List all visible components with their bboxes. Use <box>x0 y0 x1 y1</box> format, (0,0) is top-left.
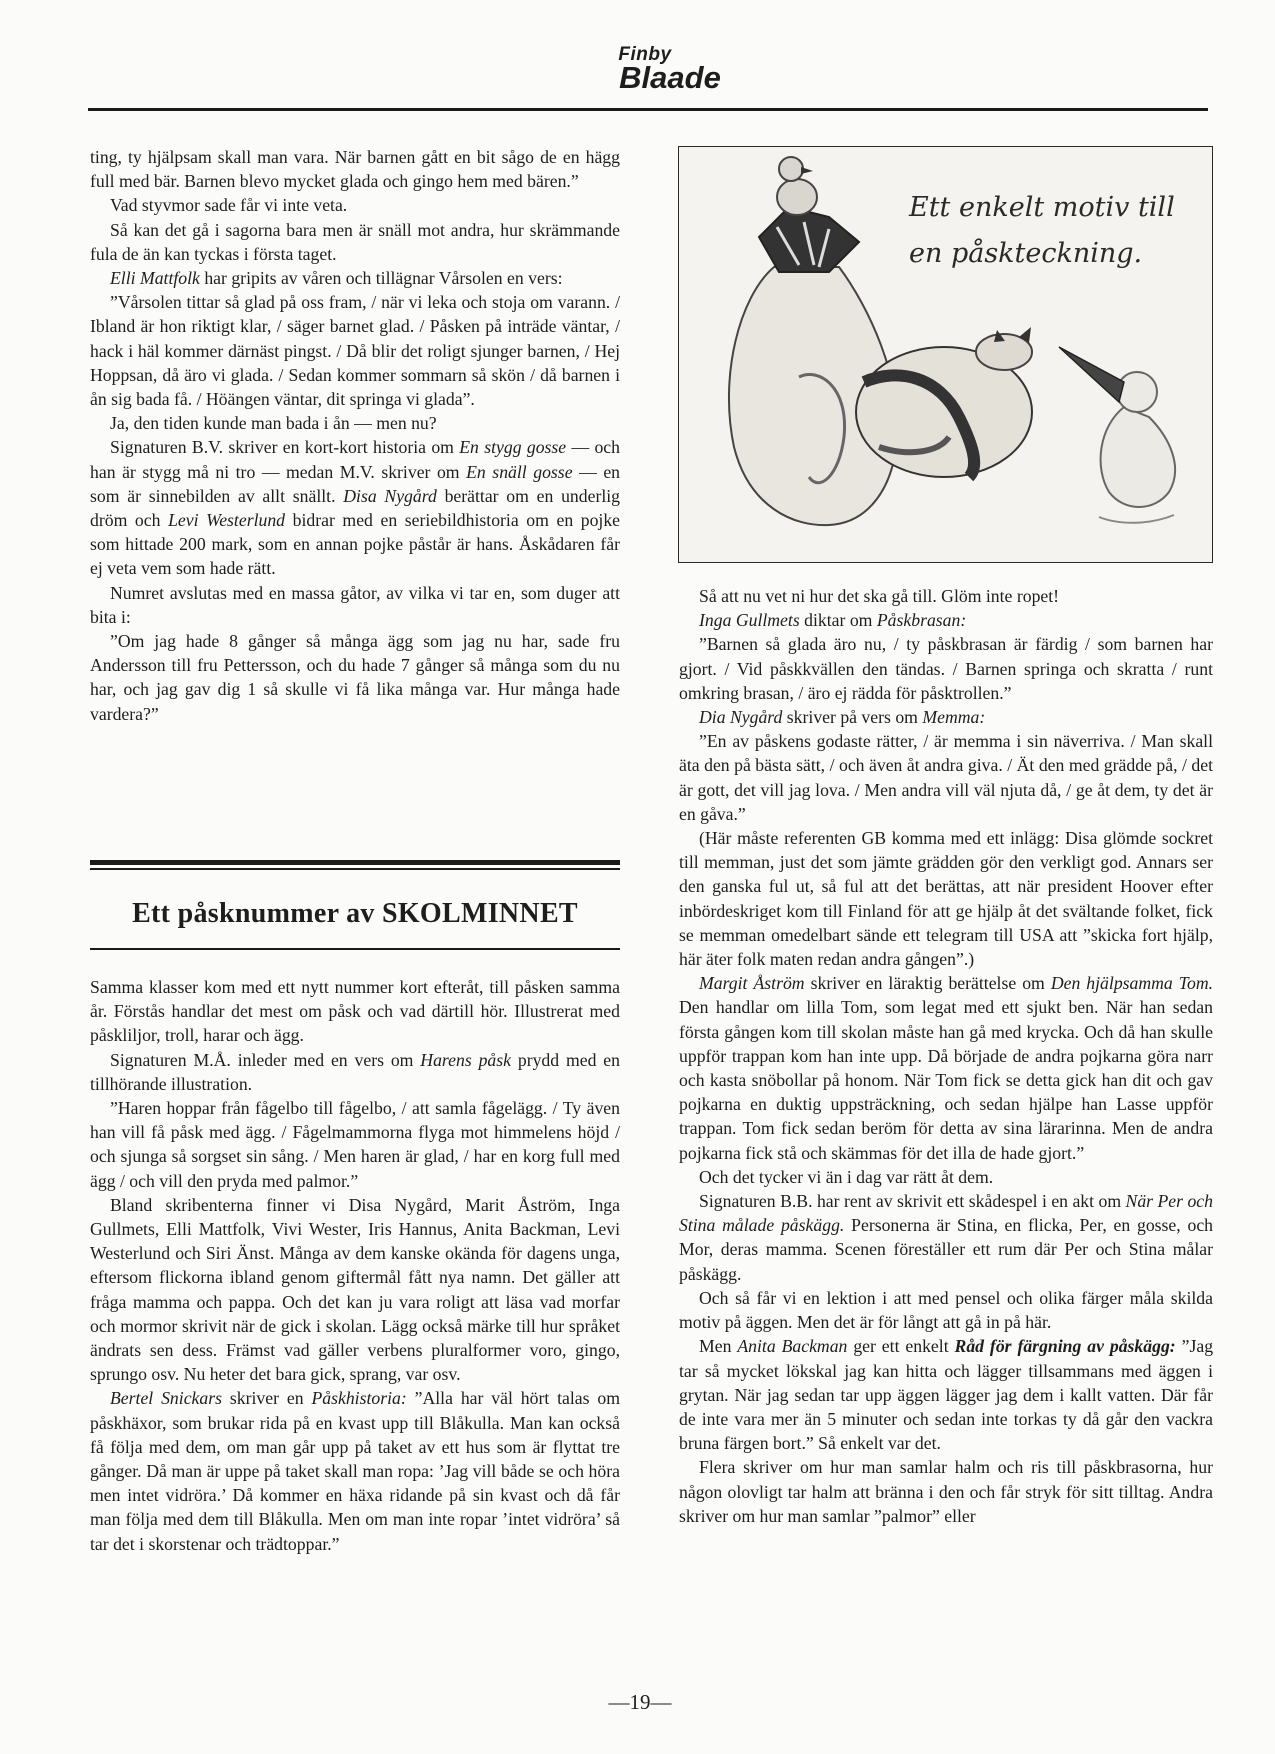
author-name: Inga Gullmets <box>699 610 800 631</box>
caption-line: Ett enkelt motiv till <box>909 192 1175 223</box>
paragraph: Men Anita Backman ger ett enkelt Råd för färgning av påskägg: ”Jag tar så mycket lökskal jag kan hitta och lägger tillsammans med äggen i grytan. När jag sedan tar upp äggen lägger jag dem i kallt vatten. Där får de inte vara mer än 5 minuter och sedan inte torkas ty då går den vackra bruna färgen bort.” Så enkelt var det. <box>679 1336 1214 1454</box>
paragraph: Inga Gullmets diktar om Påskbrasan: <box>699 610 967 631</box>
paragraph: Dia Nygård skriver på vers om Memma: <box>699 707 986 728</box>
poem: ”Haren hoppar från fågelbo till fågelbo, / att samla fågelägg. / Ty även han vill få påsk med ägg. / Fågelmammorna flyga mot himmelens höjd / och sjunga så sorgset sin sång. / Men haren är glad, / har en korg full med ägg / och vill den pryda med palmor.” <box>90 1098 620 1191</box>
title-ref: En stygg gosse <box>459 437 567 458</box>
author-name: Elli Mattfolk <box>110 268 200 289</box>
paragraph: ting, ty hjälpsam skall man vara. När barnen gått en bit sågo de en hägg full med bär. Barnen blevo mycket glada och gingo hem med bären.” <box>90 147 620 192</box>
paragraph: Margit Åström skriver en läraktig berättelse om Den hjälpsamma Tom. Den handlar om lilla Tom, som legat med ett sjukt ben. När han sedan första gången kom till skolan måste han gå med krycka. Och då han skulle uppför trappan kom han inte upp. Då började de andra pojkarna göra narr och kasta snöbollar på honom. När Tom fick se detta gick han dit och gav pojkarna en duktig uppsträckning, och sedan hjälpe han Lasse uppför trappan. Tom fick sedan beröm för detta av sina lärarinna. Men de andra pojkarna fick stå och skämmas för det illa de hade gjort.” <box>679 973 1214 1163</box>
paragraph: Så att nu vet ni hur det ska gå till. Glöm inte ropet! <box>699 586 1060 606</box>
caption-line: en påskteckning. <box>909 238 1143 269</box>
author-name: Dia Nygård <box>699 707 783 728</box>
author-name: Bertel Snickars <box>110 1388 223 1409</box>
left-column-bottom <box>90 975 620 1556</box>
title-ref: Påskhistoria: <box>311 1388 407 1409</box>
paragraph: Signaturen M.Å. inleder med en vers om Harens påsk prydd med en tillhörande illustration. <box>90 1049 620 1094</box>
poem: ”Vårsolen tittar så glad på oss fram, / när vi leka och stoja om varann. / Ibland är hon riktigt klar, / säger barnet glad. / Påsken på inträde väntar, / hack i häl kommer därnäst pingst. / Då blir det roligt sjunger barnen, / Hej Hoppsan, då äro vi glada. / Sedan kommer sommarn så skön / då barnen i ån sig bada få. / Höängen väntar, dit springa vi glada”. <box>90 292 620 410</box>
paragraph: Elli Mattfolk har gripits av våren och tillägnar Vårsolen en vers: <box>110 268 563 289</box>
masthead <box>540 44 750 96</box>
title-ref: Memma: <box>922 707 986 728</box>
title-ref: När Per och Stina målade påskägg. <box>679 1191 1214 1236</box>
section-title: Ett påsknummer av SKOLMINNET <box>132 898 578 929</box>
section-heading <box>90 860 620 950</box>
title-ref: Råd för färgning av påskägg: <box>954 1336 1176 1357</box>
author-name: Anita Backman <box>737 1336 848 1357</box>
author-name: Margit Åström <box>699 973 805 994</box>
paragraph: Signaturen B.B. har rent av skrivit ett skådespel i en akt om När Per och Stina målade påskägg. Personerna är Stina, en flicka, Per, en gosse, och Mor, deras mamma. Scenen föreställer ett rum där Per och Stina målar påskägg. <box>679 1191 1214 1284</box>
heading-rule <box>90 868 620 870</box>
paragraph: Ja, den tiden kunde man bada i ån — men nu? <box>110 413 437 434</box>
heading-rule <box>90 948 620 950</box>
right-column <box>679 584 1213 1528</box>
paragraph: Numret avslutas med en massa gåtor, av vilka vi tar en, som duger att bita i: <box>90 582 620 627</box>
author-name: Levi Westerlund <box>168 510 286 531</box>
paragraph: Och det tycker vi än i dag var rätt åt dem. <box>699 1166 994 1187</box>
heading-rule <box>90 860 620 865</box>
paragraph: Flera skriver om hur man samlar halm och ris till påskbrasorna, hur någon olovligt tar halm att bränna i den och får stryk för sitt tilltag. Andra skriver om hur man samlar ”palmor” eller <box>679 1457 1213 1526</box>
title-ref: Harens påsk <box>420 1049 511 1070</box>
paragraph: Bland skribenterna finner vi Disa Nygård, Marit Åström, Inga Gullmets, Elli Mattfolk, Vivi Wester, Iris Hannus, Anita Backman, Levi Westerlund och Siri Änst. Många av dem kanske okända för dagens unga, eftersom flickorna ibland genom giftermål fått nya namn. Det gäller att fråga mamma och pappa. Och det kan ju vara roligt att läsa vad morfar och mormor skrivit när de gick i skolan. Lägg också märke till hur språket ändrats sen dess. Främst vad gäller verbens pluralformer voro, gingo, sprungo osv. Nu heter det bara gick, sprang, var osv. <box>90 1194 620 1385</box>
left-column-top <box>90 145 620 726</box>
poem: ”En av påskens godaste rätter, / är memma i sin näverriva. / Man skall äta den på bästa sätt, / och även åt andra giva. / Ät den med grädde på, / det är gott, det vill jag lova. / Men andra vill väl njuta då, / ge åt dem, ty det är en gåva.” <box>679 731 1213 824</box>
header-rule <box>88 108 1208 111</box>
title-ref: En snäll gosse <box>466 461 573 482</box>
paragraph: Så kan det gå i sagorna bara men är snäll mot andra, hur skrämmande fula de än kan tyckas i första taget. <box>90 219 620 264</box>
masthead-finby: Finby <box>618 44 672 65</box>
paragraph: Vad styvmor sade får vi inte veta. <box>110 195 348 216</box>
author-name: Disa Nygård <box>343 485 437 506</box>
paragraph: (Här måste referenten GB komma med ett inlägg: Disa glömde sockret till memman, just det som jämte grädden gör den verkligt god. Annars ser den ganska ful ut, så ful att det berättas, att när president Hoover efter inbördeskriget kom till Finland för att ge hjälp åt det svältande folket, fick se memman omedelbart sände ett telegram till USA att ”skicka fort hjälp, här äter folk maten redan andra gången”.) <box>679 828 1213 970</box>
paragraph: Signaturen B.V. skriver en kort-kort historia om En stygg gosse — och han är stygg må ni tro — medan M.V. skriver om En snäll gosse — en som är sinnebilden av allt snällt. Disa Nygård berättar om en underlig dröm och Levi Westerlund bidrar med en seriebildhistoria om en pojke som hittade 200 mark, som en annan pojke påstår är hans. Åskådaren får ej veta vem som hade rätt. <box>90 437 621 579</box>
title-ref: Den hjälpsamma Tom. <box>1050 973 1214 994</box>
title-ref: Påskbrasan: <box>876 610 967 631</box>
paragraph: Samma klasser kom med ett nytt nummer kort efteråt, till påsken samma år. Förstås handlar det mest om påsk och vad därtill hör. Illustrerat med påskliljor, troll, harar och ägg. <box>90 977 620 1046</box>
illustration-caption <box>909 185 1209 277</box>
poem: ”Barnen så glada äro nu, / ty påskbrasan är färdig / som barnen har gjort. / Vid påskkvällen den tändas. / Barnen springa och skratta / runt omkring brasan, / äro ej rädda för påsktrollen.” <box>679 634 1213 703</box>
page-number: —19— <box>608 1690 672 1714</box>
paragraph: Och så får vi en lektion i att med pensel och olika färger måla skilda motiv på äggen. Men det är för långt att gå in på här. <box>679 1287 1213 1333</box>
riddle: ”Om jag hade 8 gånger så många ägg som jag nu har, sade fru Andersson till fru Pettersson, och du hade 7 gånger så många som du nu har, och jag gav dig 1 så skulle vi få lika många var. Hur många hade vardera?” <box>90 631 620 724</box>
paragraph: Bertel Snickars skriver en Påskhistoria: ”Alla har väl hört talas om påskhäxor, som brukar rida på en kvast upp till Blåkulla. Man kan också få följa med dem, om man går upp på taket av ett hus som är flyttat tre gånger. Då man är uppe på taket skall man ropa: ’Jag vill både se och höra men intet vidröra.’ Då kommer en häxa ridande på sin kvast och då får man följa med dem till Blåkulla. Men om man inte ropar ’intet vidröra’ så tar det i skorstenar och trädtoppar.” <box>90 1388 621 1554</box>
masthead-blaade: Blaade <box>619 60 721 95</box>
easter-illustration <box>678 146 1213 563</box>
